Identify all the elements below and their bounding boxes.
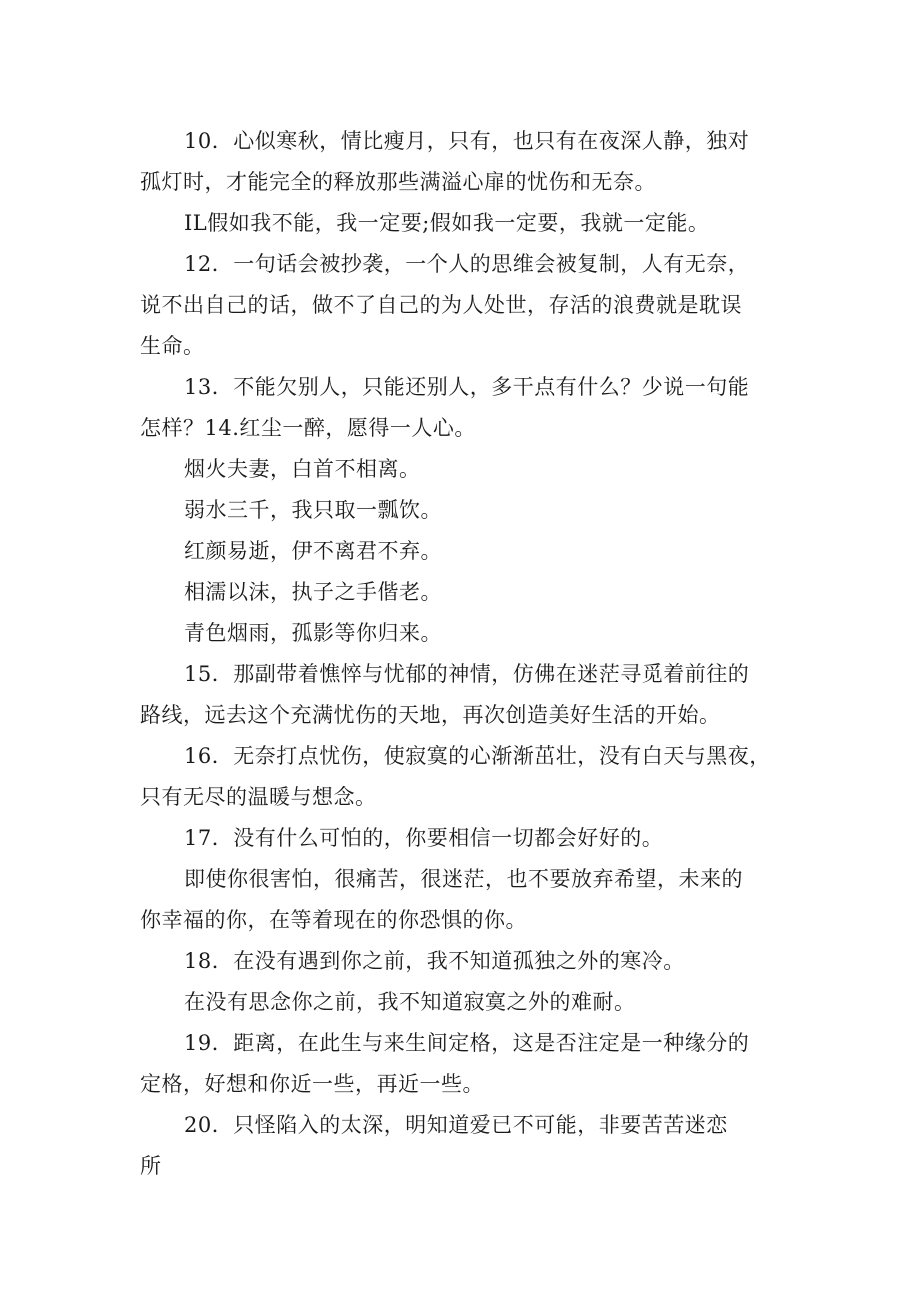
text-line: 只有无尽的温暖与想念。	[140, 785, 377, 809]
text-line: 怎样？14.红尘一醉，愿得一人心。	[140, 416, 476, 440]
text-line: 定格，好想和你近一些，再近一些。	[140, 1072, 484, 1096]
text-line: 12．一句话会被抄袭，一个人的思维会被复制，人有无奈，	[184, 252, 750, 276]
text-line: 路线，远去这个充满忧伤的天地，再次创造美好生活的开始。	[140, 703, 721, 727]
text-line: 孤灯时，才能完全的释放那些满溢心扉的忧伤和无奈。	[140, 170, 656, 194]
document-body	[140, 121, 790, 1187]
text-line: 17．没有什么可怕的，你要相信一切都会好好的。	[184, 826, 664, 850]
text-line: IL假如我不能，我一定要;假如我一定要，我就一定能。	[184, 211, 710, 235]
text-line: 生命。	[140, 334, 205, 358]
text-line: 16．无奈打点忧伤，使寂寞的心渐渐茁壮，没有白天与黑夜，	[184, 744, 771, 768]
text-line: 10．心似寒秋，情比瘦月，只有，也只有在夜深人静，独对	[184, 129, 750, 153]
text-line: 18．在没有遇到你之前，我不知道孤独之外的寒冷。	[184, 949, 685, 973]
text-line: 相濡以沫，执子之手偕老。	[184, 580, 442, 604]
text-line: 20．只怪陷入的太深，明知道爱已不可能，非要苦苦迷恋	[184, 1113, 728, 1137]
text-line: 13．不能欠别人，只能还别人，多干点有什么？少说一句能	[184, 375, 750, 399]
text-line: 所	[140, 1154, 162, 1178]
text-line: 说不出自己的话，做不了自己的为人处世，存活的浪费就是耽误	[140, 293, 742, 317]
text-line: 红颜易逝，伊不离君不弃。	[184, 539, 442, 563]
text-line: 即使你很害怕，很痛苦，很迷茫，也不要放弃希望，未来的	[184, 867, 743, 891]
text-line: 青色烟雨，孤影等你归来。	[184, 621, 442, 645]
text-line: 15．那副带着憔悴与忧郁的神情，仿佛在迷茫寻觅着前往的	[184, 662, 750, 686]
text-line: 在没有思念你之前，我不知道寂寞之外的难耐。	[184, 990, 636, 1014]
text-line: 弱水三千，我只取一瓢饮。	[184, 498, 442, 522]
text-line: 烟火夫妻，白首不相离。	[184, 457, 421, 481]
text-line: 19．距离，在此生与来生间定格，这是否注定是一种缘分的	[184, 1031, 750, 1055]
text-line: 你幸福的你，在等着现在的你恐惧的你。	[140, 908, 527, 932]
